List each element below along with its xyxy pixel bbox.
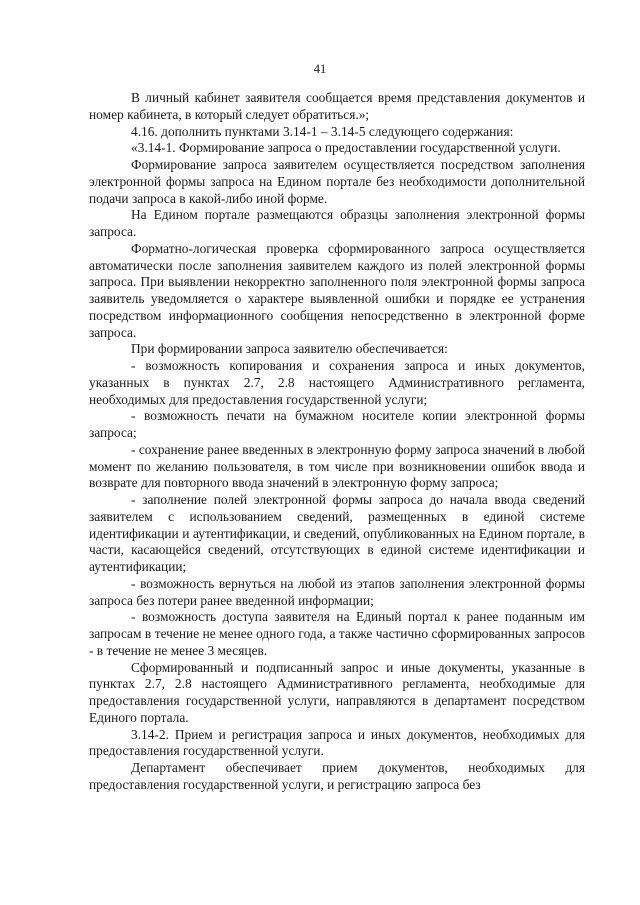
paragraph-11: - заполнение полей электронной формы запроса до начала ввода сведений заявителем с использованием сведений, размещенных в единой системе идентификации и аутентификации, и сведений, опубликованных на Едином портале, в части, касающейся сведений, отсутствующих в единой системе идентификации и аутентификации; xyxy=(89,492,585,574)
paragraph-1: В личный кабинет заявителя сообщается время представления документов и номер кабинета, в который следует обратиться.»; xyxy=(89,90,585,122)
paragraph-7: При формировании запроса заявителю обеспечивается: xyxy=(131,341,448,357)
paragraph-5: На Едином портале размещаются образцы заполнения электронной формы запроса. xyxy=(89,207,585,239)
paragraph-16: Департамент обеспечивает прием документов, необходимых для предоставления государственной услуги, и регистрацию запроса без xyxy=(89,760,585,792)
paragraph-10: - сохранение ранее введенных в электронную форму запроса значений в любой момент по желанию пользователя, в том числе при возникновении ошибок ввода и возврате для повторного ввода значений в электронную форму запроса; xyxy=(89,441,585,491)
paragraph-6: Форматно-логическая проверка сформированного запроса осуществляется автоматически после заполнения заявителем каждого из полей электронной формы запроса. При выявлении некорректно заполненного поля электронной формы запроса заявитель уведомляется о характере выявленной ошибки и порядке ее устранения посредством информационного сообщения непосредственно в электронной форме запроса. xyxy=(89,240,585,340)
paragraph-15: 3.14-2. Прием и регистрация запроса и иных документов, необходимых для предоставления государственной услуги. xyxy=(89,726,585,759)
paragraph-14: Сформированный и подписанный запрос и иные документы, указанные в пунктах 2.7, 2.8 настоящего Административного регламента, необходимые для предоставления государственной услуги, направляются в департамент посредством Единого портала. xyxy=(89,659,585,725)
paragraph-12: - возможность вернуться на любой из этапов заполнения электронной формы запроса без потери ранее введенной информации; xyxy=(89,575,585,608)
paragraph-4: Формирование запроса заявителем осуществляется посредством заполнения электронной формы запроса на Едином портале без необходимости дополнительной подачи запроса в какой-либо иной форме. xyxy=(89,157,585,206)
paragraph-2: 4.16. дополнить пунктами 3.14-1 – 3.14-5 следующего содержания: xyxy=(131,123,514,139)
paragraph-13: - возможность доступа заявителя на Единый портал к ранее поданным им запросам в течение не менее одного года, а также частично сформированных запросов - в течение не менее 3 месяцев. xyxy=(89,609,585,658)
document-body xyxy=(89,90,585,794)
paragraph-9: - возможность печати на бумажном носителе копии электронной формы запроса; xyxy=(89,408,585,440)
paragraph-8: - возможность копирования и сохранения запроса и иных документов, указанных в пунктах 2.7, 2.8 настоящего Административного регламента, необходимых для предоставления государственной услуги; xyxy=(89,358,585,407)
paragraph-3: «3.14-1. Формирование запроса о предоставлении государственной услуги. xyxy=(131,140,561,156)
page-number: 41 xyxy=(313,62,327,76)
